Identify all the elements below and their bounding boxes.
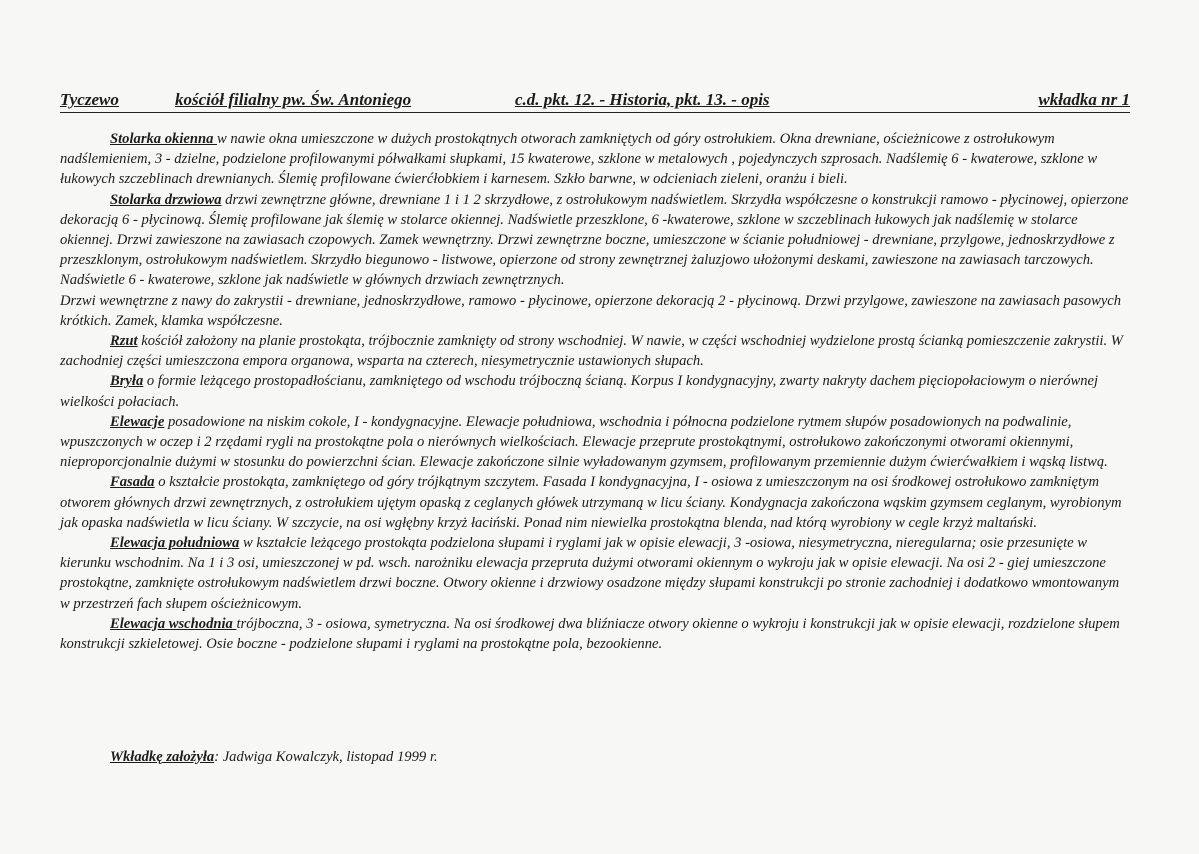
paragraph-label: Stolarka drzwiowa [110, 191, 222, 208]
document-footer [110, 749, 438, 766]
paragraph-interior-door [60, 291, 1132, 331]
paragraph-massing [60, 371, 1132, 411]
header-location: Tyczewo [60, 90, 119, 109]
paragraph-text: posadowione na niskim cokole, I - kondygnacyjne. Elewacje południowa, wschodnia i północna podzielone rytmem słupów posadowionych na podwalinie, wpuszczonych w oczep i 2 rzędami rygli na prostokątne pola o nierównych wielkościach. Elewacje przeprute prostokątnymi, ostrołukowo zakończonymi otworami okiennymi, nieproporcjonalnie dużymi w stosunku do powierzchni ścian. Elewacje zakończone silnie wyładowanym gzymsem, profilowanym przemiennie dużym ćwierćwałkiem i wąską listwą. [60, 413, 1108, 471]
footer-label: Wkładkę założyła [110, 749, 215, 765]
document-body [60, 129, 1132, 654]
paragraph-label: Elewacja wschodnia [110, 615, 237, 632]
paragraph-south-elevation [60, 533, 1132, 614]
paragraph-facade [60, 472, 1132, 533]
paragraph-label: Stolarka okienna [110, 131, 218, 147]
paragraph-text: trójboczna, 3 - osiowa, symetryczna. Na osi środkowej dwa bliźniacze otwory okienne o wykroju i konstrukcji jak w opisie elewacji, rozdzielone słupem konstrukcji szkieletowej. Osie boczne - podzielone słupami i ryglami na prostokątne pola, bezookienne. [60, 615, 1120, 653]
header-section: c.d. pkt. 12. - Historia, pkt. 13. - opis [515, 90, 770, 109]
footer-author: : Jadwiga Kowalczyk, listopad 1999 r. [214, 749, 438, 765]
paragraph-text: Drzwi wewnętrzne z nawy do zakrystii - drewniane, jednoskrzydłowe, ramowo - płycinowe, opierzone dekoracją 2 - płycinową. Drzwi przylgowe, zawieszone na zawiasach pasowych krótkich. Zamek, klamka współczesne. [60, 292, 1122, 329]
paragraph-text: w kształcie leżącego prostokąta podzielona słupami i ryglami jak w opisie elewacji, 3 -osiowa, niesymetryczna, nieregularna; osie przesunięte w kierunku wschodnim. Na 1 i 3 osi, umieszczonej w pd. wsch. narożniku elewacja przepruta dużymi otworami okiennym o wykroju jak w opisie elewacji. Na osi 2 - giej umieszczone prostokątne, zamknięte ostrołukowym nadświetlem drzwi boczne. Otwory okienne i drzwiowy osadzone między słupami konstrukcji po stronie zachodniej i dodatkowo wmontowanym w przestrzeń fach słupem ościeżnicowym. [60, 535, 1120, 612]
paragraph-elevations [60, 412, 1132, 473]
paragraph-east-elevation [60, 614, 1132, 654]
paragraph-label: Elewacja południowa [110, 535, 240, 552]
header-object: kościół filialny pw. Św. Antoniego [175, 90, 412, 109]
paragraph-window-joinery [60, 129, 1132, 190]
paragraph-plan [60, 331, 1132, 371]
paragraph-text: o formie leżącego prostopadłościanu, zamkniętego od wschodu trójboczną ścianą. Korpus I kondygnacyjny, zwarty nakryty dachem pięciopołaciowym o nierównej wielkości połaciach. [60, 373, 1099, 410]
paragraph-door-joinery [60, 190, 1132, 291]
paragraph-label: Elewacje [110, 413, 165, 430]
paragraph-text: kościół założony na planie prostokąta, trójbocznie zamknięty od strony wschodniej. W nawie, w części wschodniej wydzielone prostą ścianką pomieszczenie zakrystii. W zachodniej części umieszczona empora organowa, wsparta na czterech, niesymetrycznie ustawionych słupach. [60, 333, 1123, 370]
header-insert-number: wkładka nr 1 [1038, 90, 1130, 109]
paragraph-label: Bryła [110, 373, 144, 390]
paragraph-text: drzwi zewnętrzne główne, drewniane 1 i 1 2 skrzydłowe, z ostrołukowym nadświetlem. Skrzydła współczesne o konstrukcji ramowo - płycinowej, opierzone dekoracją 6 - płycinową. Ślemię profilowane jak ślemię w stolarce okiennej. Nadświetle przeszklone, 6 -kwaterowe, szklone w szczeblinach łukowych jak nadślemię w stolarce okiennej. Drzwi zawieszone na zawiasach czopowych. Zamek wewnętrzny. Drzwi zewnętrzne boczne, umieszczone w ścianie południowej - drewniane, przylgowe, jednoskrzydłowe z przeszklonym, ostrołukowym nadświetlem. Skrzydło biegunowo - listwowe, opierzone od strony zewnętrznej żaluzjowo ułożonymi deskami, zawieszone na zawiasach tarczowych. Nadświetle 6 - kwaterowe, szklone jak nadświetle w głównych drzwiach zewnętrznych. [60, 191, 1129, 289]
paragraph-text: o kształcie prostokąta, zamkniętego od góry trójkątnym szczytem. Fasada I kondygnacyjna, I - osiowa z umieszczonym na osi środkowej ostrołukowo zamkniętym otworem głównych drzwi zewnętrznych, z ostrołukiem ujętym opaską z ceglanych główek utrzymaną w licu ściany. Kondygnacja zakończona wąskim gzymsem ceglanym, wyrobionym jak opaska nadświetla w licu ściany. W szczycie, na osi wgłębny krzyż łaciński. Ponad nim niewielka prostokątna blenda, nad którą wyrobiony w cegle krzyż maltański. [60, 474, 1122, 531]
paragraph-label: Rzut [110, 333, 138, 350]
paragraph-label: Fasada [110, 474, 155, 491]
paragraph-text: w nawie okna umieszczone w dużych prostokątnych otworach zamkniętych od góry ostrołukiem. Okna drewniane, ościeżnicowe z ostrołukowym nadślemieniem, 3 - dzielne, podzielone profilowanymi półwałkami słupkami, 15 kwaterowe, szklone w metalowych , pojedynczych szprosach. Nadślemię 6 - kwaterowe, szklone w łukowych szczeblinach drewnianych. Ślemię profilowane ćwierćłobkiem i karnesem. Szkło barwne, w odcieniach zieleni, oranżu i bieli. [60, 131, 1098, 188]
document-header [60, 88, 1130, 113]
